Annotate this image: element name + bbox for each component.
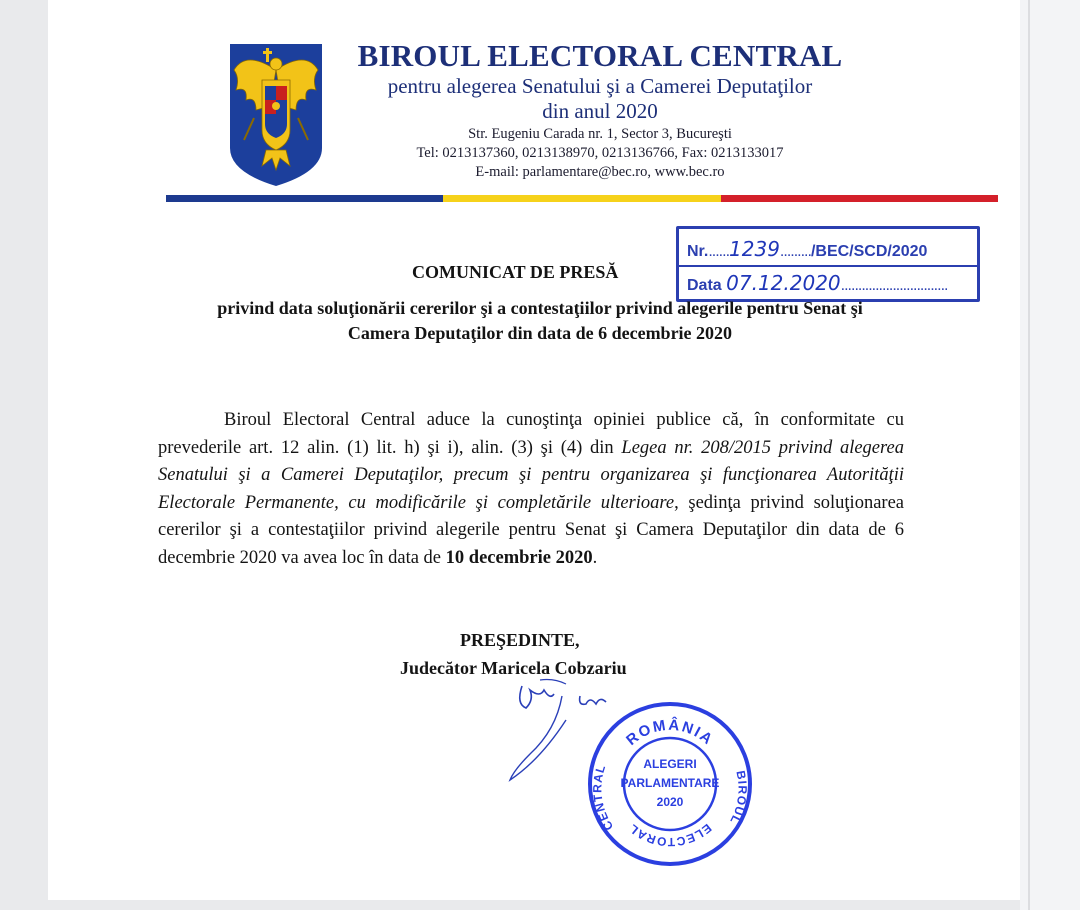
signatory-name: Judecător Maricela Cobzariu (400, 658, 627, 678)
official-seal-icon (586, 700, 754, 868)
seal-line-2: PARLAMENTARE (620, 776, 720, 790)
registration-date-row: Data 07.12.2020............................... (687, 271, 948, 295)
registration-number: 1239 (729, 237, 780, 261)
body-paragraph (158, 407, 904, 572)
date-label: Data (687, 277, 722, 294)
svg-text:BIROUL (727, 769, 750, 827)
meeting-date: 10 decembrie 2020 (445, 547, 593, 568)
phone-line: Tel: 0213137360, 0213138970, 0213136766, Fax: 0213133017 (416, 145, 784, 161)
registration-stamp (676, 226, 980, 302)
seal-line-1: ALEGERI (643, 757, 697, 771)
seal-right-text: BIROUL (726, 769, 750, 827)
subject-line-1: privind data soluţionării cererilor şi a contestaţiilor privind alegerile pentru Senat şi (217, 298, 863, 318)
institution-subtitle: pentru alegerea Senatului şi a Camerei Deputaţilor (387, 74, 813, 98)
body-text-2: , şedinţa privind soluţionarea cererilor şi a contestaţiilor privind alegerile pentru Senat şi Camera Deputaţilor din data de 6 decembrie 2020 va avea loc în data de (158, 492, 904, 568)
institution-year: din anul 2020 (542, 99, 658, 123)
seal-top-text: ROMÂNIA (623, 716, 717, 749)
registration-number-row: Nr.......1239........./BEC/SCD/2020 (687, 237, 928, 261)
document-heading: COMUNICAT DE PRESĂ (412, 262, 619, 282)
address-line: Str. Eugeniu Carada nr. 1, Sector 3, Bucureşti (468, 126, 732, 142)
email-line: E-mail: parlamentare@bec.ro, www.bec.ro (475, 164, 725, 180)
registration-date: 07.12.2020 (726, 271, 841, 295)
signatory-role: PREŞEDINTE, (460, 630, 580, 650)
romania-coat-of-arms-icon (226, 40, 326, 188)
seal-left-text: CENTRAL (590, 762, 617, 833)
law-reference: Legea nr. 208/2015 privind alegerea Senatului şi a Camerei Deputaţilor, precum şi pentru organizarea şi funcţionarea Autorităţii Electorale Permanente, cu modificările şi completările ulterioare (158, 437, 904, 513)
body-end: . (592, 547, 598, 568)
letterhead (340, 38, 860, 182)
seal-line-3: 2020 (656, 795, 684, 809)
document-subject (140, 296, 940, 346)
svg-text:ROMÂNIA (623, 716, 717, 749)
svg-text:CENTRAL (590, 762, 616, 833)
institution-title: BIROUL ELECTORAL CENTRAL (357, 38, 843, 73)
tricolor-divider (166, 195, 998, 202)
registration-suffix: /BEC/SCD/2020 (810, 243, 928, 260)
body-text-1: Biroul Electoral Central aduce la cunoştinţa opiniei publice că, în conformitate cu prevederile art. 12 alin. (1) lit. h) şi i), alin. (3) şi (4) din (158, 410, 904, 458)
seal-bottom-text: ELECTORAL (625, 820, 715, 850)
subject-line-2: Camera Deputaţilor din data de 6 decembrie 2020 (347, 323, 733, 343)
svg-text:ELECTORAL (626, 821, 715, 849)
viewer-edge (1020, 0, 1080, 910)
nr-label: Nr. (687, 243, 709, 260)
